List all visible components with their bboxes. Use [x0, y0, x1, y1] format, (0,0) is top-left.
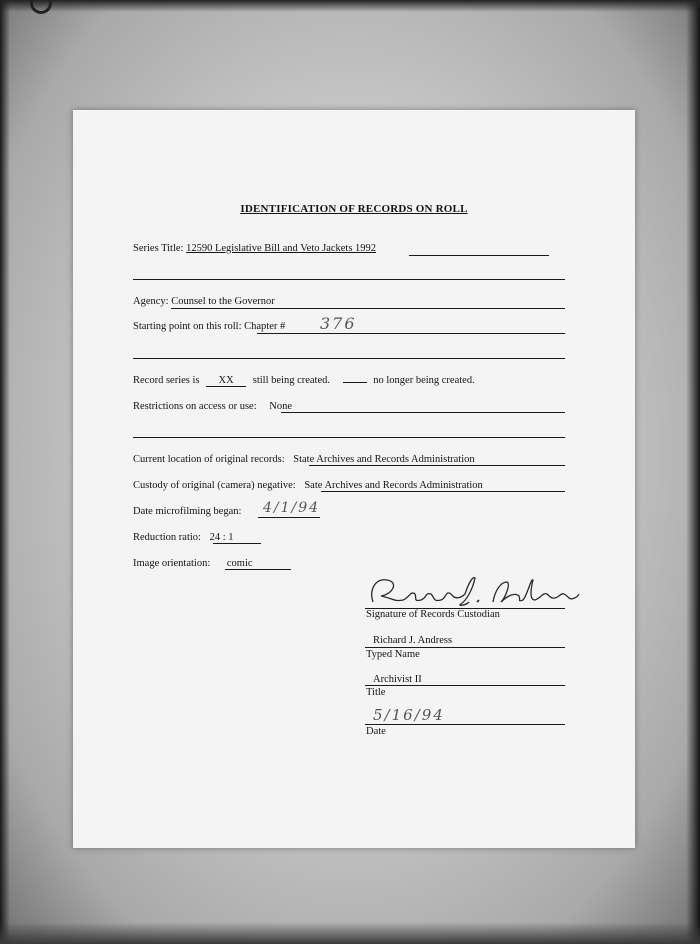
orientation-row	[133, 558, 253, 569]
date-handwritten: 5/16/94	[373, 706, 445, 724]
current-location-value: State Archives and Records Administration	[293, 454, 475, 465]
starting-point-row	[133, 321, 285, 332]
agency-label: Agency:	[133, 296, 169, 307]
date-rule	[365, 724, 565, 725]
current-location-rule	[309, 465, 565, 466]
starting-point-value: Chapter #	[244, 321, 286, 332]
title-label: Title	[366, 687, 386, 698]
record-series-no-longer-label: no longer being created.	[373, 375, 475, 386]
orientation-label: Image orientation:	[133, 558, 211, 569]
title-rule	[365, 685, 565, 686]
agency-rule	[171, 308, 565, 309]
custody-row	[133, 480, 483, 491]
current-location-row	[133, 454, 475, 465]
series-title-rule-2	[133, 279, 565, 280]
date-began-handwritten: 4/1/94	[263, 500, 321, 516]
restrictions-value: None	[269, 401, 293, 412]
custody-label: Custody of original (camera) negative:	[133, 480, 296, 491]
restrictions-rule	[281, 412, 565, 413]
starting-point-handwritten: 376	[320, 314, 357, 333]
reduction-value: 24 : 1	[209, 532, 234, 543]
form-heading: IDENTIFICATION OF RECORDS ON ROLL	[240, 203, 468, 215]
date-began-row	[133, 506, 241, 517]
custody-value: Sate Archives and Records Administration	[304, 480, 483, 491]
custody-rule	[321, 491, 565, 492]
typed-name-value: Richard J. Andress	[373, 635, 453, 646]
film-edge-top	[0, 0, 700, 12]
restrictions-label: Restrictions on access or use:	[133, 401, 257, 412]
restrictions-rule-2	[133, 437, 565, 438]
series-title-value: 12590 Legislative Bill and Veto Jackets 1992	[186, 243, 377, 254]
film-edge-right	[686, 0, 700, 944]
record-series-prefix: Record series is	[133, 375, 200, 386]
date-label: Date	[366, 726, 386, 737]
series-title-row	[133, 243, 376, 254]
starting-point-rule-2	[133, 358, 565, 359]
agency-value: Counsel to the Governor	[171, 296, 275, 307]
typed-name-label: Typed Name	[366, 649, 420, 660]
series-title-rule	[409, 255, 549, 256]
film-edge-left	[0, 0, 10, 944]
reduction-row	[133, 532, 234, 543]
record-series-no-longer-blank	[343, 374, 367, 383]
date-began-rule	[258, 517, 320, 518]
reduction-label: Reduction ratio:	[133, 532, 201, 543]
form-sheet	[73, 110, 635, 848]
date-began-label: Date microfilming began:	[133, 506, 242, 517]
starting-point-label: Starting point on this roll:	[133, 321, 242, 332]
film-edge-bottom	[0, 922, 700, 944]
signature-label: Signature of Records Custodian	[366, 609, 500, 620]
agency-row	[133, 296, 275, 307]
orientation-value: comic	[226, 558, 253, 569]
reduction-rule	[213, 543, 261, 544]
typed-name-rule	[365, 647, 565, 648]
orientation-rule	[225, 569, 291, 570]
record-series-still-mark: XX	[206, 375, 246, 387]
restrictions-row	[133, 401, 292, 412]
record-series-row	[133, 374, 475, 387]
custodian-signature	[365, 572, 585, 610]
series-title-label: Series Title:	[133, 243, 184, 254]
record-series-still-label: still being created.	[252, 375, 330, 386]
title-value: Archivist II	[373, 674, 422, 685]
starting-point-rule	[257, 333, 565, 334]
current-location-label: Current location of original records:	[133, 454, 285, 465]
